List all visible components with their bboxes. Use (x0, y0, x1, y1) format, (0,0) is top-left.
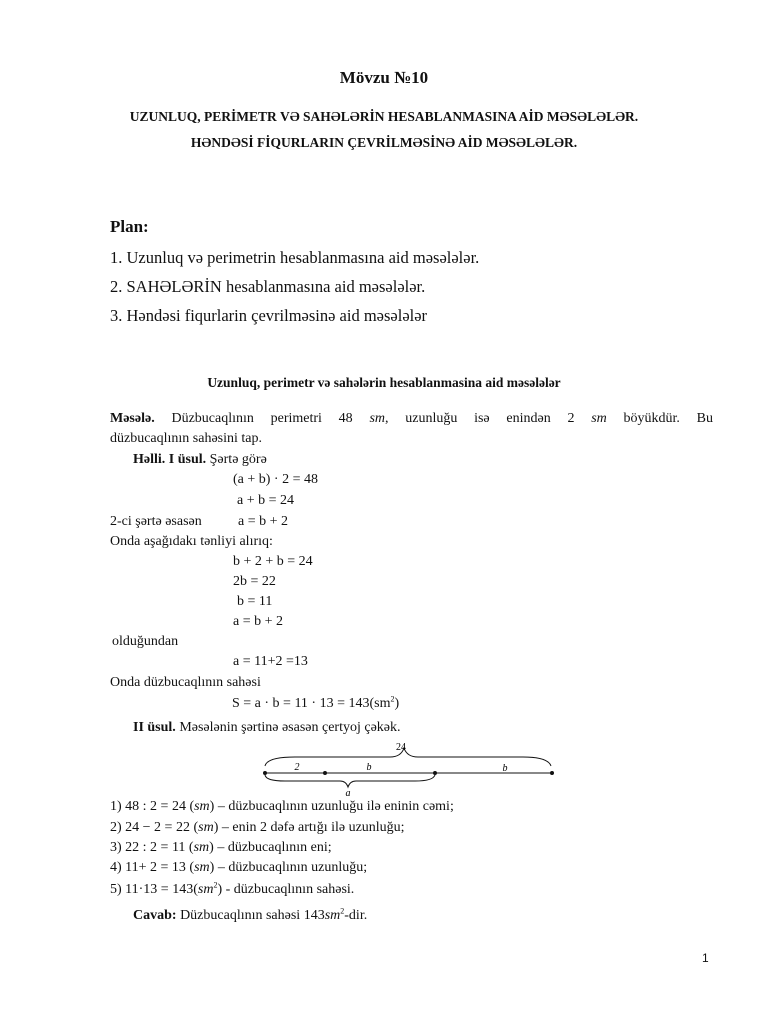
step-5-pre: 5) 11·13 = 143( (110, 882, 198, 897)
equation-intro: Onda aşağıdakı tənliyi alırıq: (110, 534, 273, 549)
area-equation-main: S = a · b = 11 · 13 = 143(sm (232, 696, 391, 711)
solution1-intro: Şərtə görə (209, 452, 267, 467)
point-start (263, 771, 267, 775)
step-4-post: ) – düzbucaqlının uzunluğu; (209, 860, 368, 875)
problem-line-2: düzbucaqlının sahəsini tap. (110, 431, 263, 446)
segment-label-2: 2 (294, 762, 300, 773)
condition-2-label: 2-ci şərtə əsasən (110, 514, 202, 529)
problem-text-c: böyükdür. Bu (623, 411, 714, 426)
equation-4: b + 2 + b = 24 (233, 554, 313, 569)
point-end (550, 771, 554, 775)
answer-exponent: 2 (340, 906, 345, 916)
equation-2: a + b = 24 (237, 493, 295, 508)
solution1-label: Həlli. I üsul. (133, 452, 207, 467)
answer-label: Cavab: (133, 908, 177, 923)
top-brace (265, 748, 551, 766)
equation-5: 2b = 22 (233, 574, 276, 589)
step-2 (110, 820, 405, 836)
equation-8: a = 11+2 =13 (233, 654, 308, 669)
step-1-unit: sm (194, 799, 210, 814)
step-2-post: ) – enin 2 dəfə artığı ilə uzunluğu; (213, 820, 405, 835)
area-equation (232, 696, 399, 712)
area-exponent: 2 (390, 694, 395, 704)
answer-text-a: Düzbucaqlının sahəsi 143 (180, 908, 325, 923)
bottom-brace (265, 775, 435, 787)
answer-text-b: -dir. (344, 908, 368, 923)
step-3 (110, 840, 332, 856)
equation-7: a = b + 2 (233, 614, 284, 629)
step-5 (110, 882, 354, 898)
problem-line-1 (110, 411, 713, 427)
top-label: 24 (396, 742, 406, 753)
answer-unit: sm (324, 908, 341, 923)
solution2-intro-line (133, 720, 401, 736)
problem-text-b: , uzunluğu isə enindən 2 (385, 411, 575, 426)
step-4-pre: 4) 11+ 2 = 13 ( (110, 860, 195, 875)
problem-label: Məsələ. (110, 411, 155, 426)
solution2-intro: Məsələnin şərtinə əsasən çertyoj çəkək. (179, 720, 401, 735)
solution2-label: II üsul. (133, 720, 176, 735)
step-1-post: ) – düzbucaqlının uzunluğu ilə eninin cəmi; (209, 799, 454, 814)
step-5-post: ) - düzbucaqlının sahəsi. (217, 882, 355, 897)
plan-item-1: 1. Uzunluq və perimetrin hesablanmasına aid məsələlər. (110, 248, 480, 267)
step-2-unit: sm (198, 820, 214, 835)
bottom-label: a (345, 788, 351, 798)
equation-1: (a + b) · 2 = 48 (233, 472, 318, 487)
step-4 (110, 860, 367, 876)
equation-3: a = b + 2 (238, 514, 289, 529)
step-3-post: ) – düzbucaqlının eni; (209, 840, 332, 855)
segment-label-b1: b (366, 762, 372, 773)
problem-text-a: Düzbucaqlının perimetri 48 (171, 411, 353, 426)
area-equation-close: ) (394, 696, 400, 711)
step-2-pre: 2) 24 − 2 = 22 ( (110, 820, 199, 835)
page-number: 1 (702, 951, 709, 965)
solution1-intro-line (133, 452, 267, 468)
plan-item-3: 3. Həndəsi fiqurlarin çevrilməsinə aid məsələlər (110, 306, 428, 325)
heading-line-1: UZUNLUQ, PERİMETR VƏ SAHƏLƏRİN HESABLANMASINA AİD MƏSƏLƏLƏR. (129, 109, 639, 124)
point-a (323, 771, 327, 775)
segment-label-b2: b (502, 763, 508, 774)
problem-unit-1: sm (369, 411, 385, 426)
since-text: olduğundan (112, 634, 179, 649)
step-1 (110, 799, 454, 815)
answer-line (133, 908, 367, 924)
equation-6: b = 11 (237, 594, 273, 609)
point-b (433, 771, 437, 775)
step-5-exponent: 2 (213, 880, 218, 890)
section-title: Uzunluq, perimetr və sahələrin hesablanmasina aid məsələlər (207, 375, 561, 390)
area-intro: Onda düzbucaqlının sahəsi (110, 675, 261, 690)
step-3-unit: sm (193, 840, 210, 855)
step-4-unit: sm (194, 860, 210, 875)
step-5-unit: sm (197, 882, 214, 897)
step-1-pre: 1) 48 : 2 = 24 ( (110, 799, 195, 814)
document-title: Mövzu №10 (339, 68, 429, 87)
step-3-pre: 3) 22 : 2 = 11 ( (110, 840, 194, 855)
plan-item-2: 2. SAHƏLƏRİN hesablanmasına aid məsələlər. (110, 277, 426, 296)
plan-label: Plan: (110, 217, 149, 236)
segment-diagram (255, 738, 575, 798)
heading-line-2: HƏNDƏSİ FİQURLARIN ÇEVRİLMƏSİNƏ AİD MƏSƏLƏLƏR. (190, 135, 578, 150)
problem-unit-2: sm (591, 411, 607, 426)
